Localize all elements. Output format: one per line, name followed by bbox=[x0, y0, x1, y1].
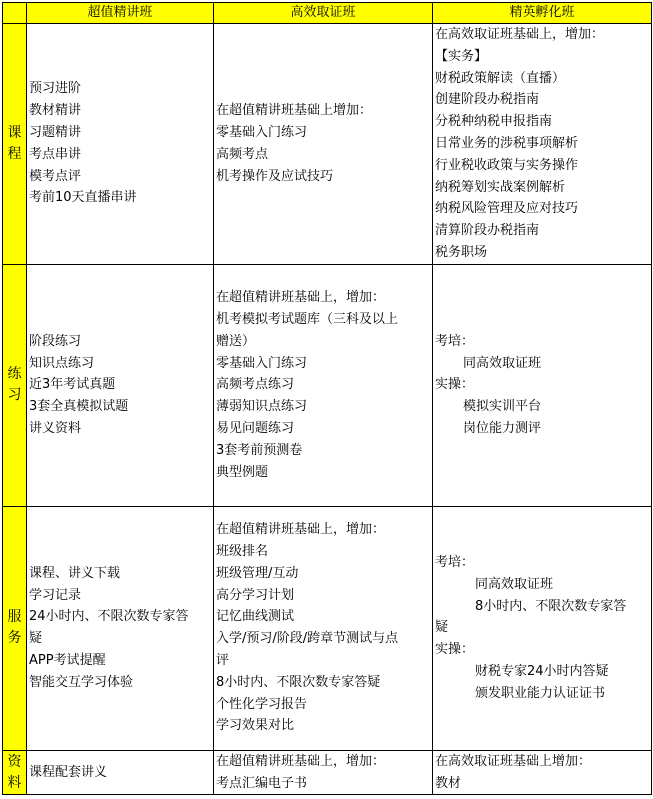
cell-line: 岗位能力测评 bbox=[463, 420, 542, 436]
cell-line: 机考操作及应试技巧 bbox=[216, 168, 334, 184]
cell-line: 个性化学习报告 bbox=[216, 696, 308, 712]
service-col1-cell bbox=[27, 506, 214, 750]
course-col3-cell bbox=[433, 24, 652, 265]
cell-line: 赠送） bbox=[216, 333, 256, 349]
row-label-service bbox=[3, 506, 27, 750]
practice-col1-cell bbox=[27, 264, 214, 506]
header-col-value-class: 超值精讲班 bbox=[27, 3, 214, 24]
cell-line: 同高效取证班 bbox=[475, 576, 554, 592]
row-label-char: 务 bbox=[7, 630, 22, 647]
cell-line: 考点串讲 bbox=[29, 146, 82, 162]
cell-line: 疑 bbox=[29, 631, 43, 647]
cell-line: 讲义资料 bbox=[29, 420, 82, 436]
cell-line: 习题精讲 bbox=[29, 125, 82, 141]
cell-line: 实操： bbox=[435, 377, 475, 393]
cell-line: 24小时内、不限次数专家答 bbox=[29, 609, 189, 625]
cell-line: 分税种纳税申报指南 bbox=[435, 114, 553, 130]
cell-line: 机考模拟考试题库（三科及以上 bbox=[216, 311, 399, 327]
cell-line: 3套全真模拟试题 bbox=[29, 399, 129, 415]
cell-line: 班级排名 bbox=[216, 544, 269, 560]
course-col1-cell bbox=[27, 24, 214, 265]
cell-line: 预习进阶 bbox=[29, 81, 82, 97]
cell-line: 疑 bbox=[435, 620, 449, 636]
row-label-char: 料 bbox=[7, 774, 22, 791]
practice-col2-cell bbox=[214, 264, 433, 506]
cell-line: 清算阶段办税指南 bbox=[435, 223, 540, 239]
cell-line: 在超值精讲班基础上增加： bbox=[216, 103, 373, 119]
row-service bbox=[3, 506, 652, 750]
cell-line: 班级管理/互动 bbox=[216, 565, 299, 581]
cell-line: 创建阶段办税指南 bbox=[435, 92, 540, 108]
cell-line: 薄弱知识点练习 bbox=[216, 399, 308, 415]
header-corner-cell bbox=[3, 3, 27, 24]
cell-line: 入学/预习/阶段/跨章节测试与点 bbox=[216, 631, 399, 647]
cell-line: 记忆曲线测试 bbox=[216, 609, 295, 625]
cell-line: 高分学习计划 bbox=[216, 587, 295, 603]
header-row bbox=[3, 3, 652, 24]
cell-line: 高频考点 bbox=[216, 146, 269, 162]
cell-line: 财税专家24小时内答疑 bbox=[475, 663, 609, 679]
cell-line: 8小时内、不限次数专家答 bbox=[475, 598, 627, 614]
cell-line: 3套考前预测卷 bbox=[216, 442, 303, 458]
cell-line: 考培： bbox=[435, 554, 475, 570]
service-col3-cell bbox=[433, 506, 652, 750]
cell-line: 高频考点练习 bbox=[216, 377, 295, 393]
cell-line: 税务职场 bbox=[435, 244, 488, 260]
cell-line: 行业税收政策与实务操作 bbox=[435, 157, 579, 173]
cell-line: 模考点评 bbox=[29, 168, 82, 184]
cell-line: 学习效果对比 bbox=[216, 718, 295, 734]
cell-line: 纳税风险管理及应对技巧 bbox=[435, 201, 579, 217]
cell-line: 评 bbox=[216, 653, 230, 669]
course-comparison-table bbox=[2, 2, 652, 795]
service-col2-cell bbox=[214, 506, 433, 750]
cell-line: 课程配套讲义 bbox=[29, 764, 108, 780]
cell-line: 【实务】 bbox=[435, 48, 488, 64]
cell-line: 零基础入门练习 bbox=[216, 355, 308, 371]
cell-line: 易见问题练习 bbox=[216, 420, 295, 436]
row-materials bbox=[3, 750, 652, 795]
cell-line: 同高效取证班 bbox=[463, 355, 542, 371]
cell-line: 财税政策解读（直播） bbox=[435, 70, 566, 86]
cell-line: 课程、讲义下载 bbox=[29, 565, 121, 581]
materials-col1-cell bbox=[27, 750, 214, 795]
cell-line: 教材 bbox=[435, 775, 462, 791]
row-label-materials bbox=[3, 750, 27, 795]
row-label-course bbox=[3, 24, 27, 265]
row-label-char: 习 bbox=[7, 387, 22, 404]
materials-col2-cell bbox=[214, 750, 433, 795]
cell-line: APP考试提醒 bbox=[29, 653, 106, 669]
header-col-efficient-class: 高效取证班 bbox=[214, 3, 433, 24]
row-label-char: 程 bbox=[7, 145, 22, 162]
cell-line: 在超值精讲班基础上，增加： bbox=[216, 753, 386, 769]
cell-line: 学习记录 bbox=[29, 587, 82, 603]
cell-line: 考点汇编电子书 bbox=[216, 775, 308, 791]
cell-line: 模拟实训平台 bbox=[463, 399, 542, 415]
row-course bbox=[3, 24, 652, 265]
row-label-char: 资 bbox=[7, 753, 22, 770]
practice-col3-cell bbox=[433, 264, 652, 506]
cell-line: 实操： bbox=[435, 642, 475, 658]
cell-line: 智能交互学习体验 bbox=[29, 674, 134, 690]
materials-col3-cell bbox=[433, 750, 652, 795]
cell-line: 典型例题 bbox=[216, 464, 269, 480]
cell-line: 近3年考试真题 bbox=[29, 377, 116, 393]
cell-line: 颁发职业能力认证证书 bbox=[475, 685, 606, 701]
cell-line: 在超值精讲班基础上，增加： bbox=[216, 290, 386, 306]
cell-line: 在高效取证班基础上增加： bbox=[435, 753, 592, 769]
cell-line: 知识点练习 bbox=[29, 355, 95, 371]
header-col-elite-class: 精英孵化班 bbox=[433, 3, 652, 24]
cell-line: 在高效取证班基础上，增加： bbox=[435, 27, 605, 42]
cell-line: 考前10天直播串讲 bbox=[29, 190, 137, 206]
row-label-char: 课 bbox=[7, 124, 22, 141]
cell-line: 阶段练习 bbox=[29, 333, 82, 349]
cell-line: 在超值精讲班基础上，增加： bbox=[216, 522, 386, 538]
row-label-char: 服 bbox=[7, 609, 22, 626]
row-practice bbox=[3, 264, 652, 506]
cell-line: 教材精讲 bbox=[29, 103, 82, 119]
row-label-practice bbox=[3, 264, 27, 506]
cell-line: 日常业务的涉税事项解析 bbox=[435, 135, 579, 151]
cell-line: 考培： bbox=[435, 333, 475, 349]
cell-line: 8小时内、不限次数专家答疑 bbox=[216, 674, 381, 690]
cell-line: 纳税筹划实战案例解析 bbox=[435, 179, 566, 195]
row-label-char: 练 bbox=[7, 366, 22, 383]
cell-line: 零基础入门练习 bbox=[216, 125, 308, 141]
course-col2-cell bbox=[214, 24, 433, 265]
